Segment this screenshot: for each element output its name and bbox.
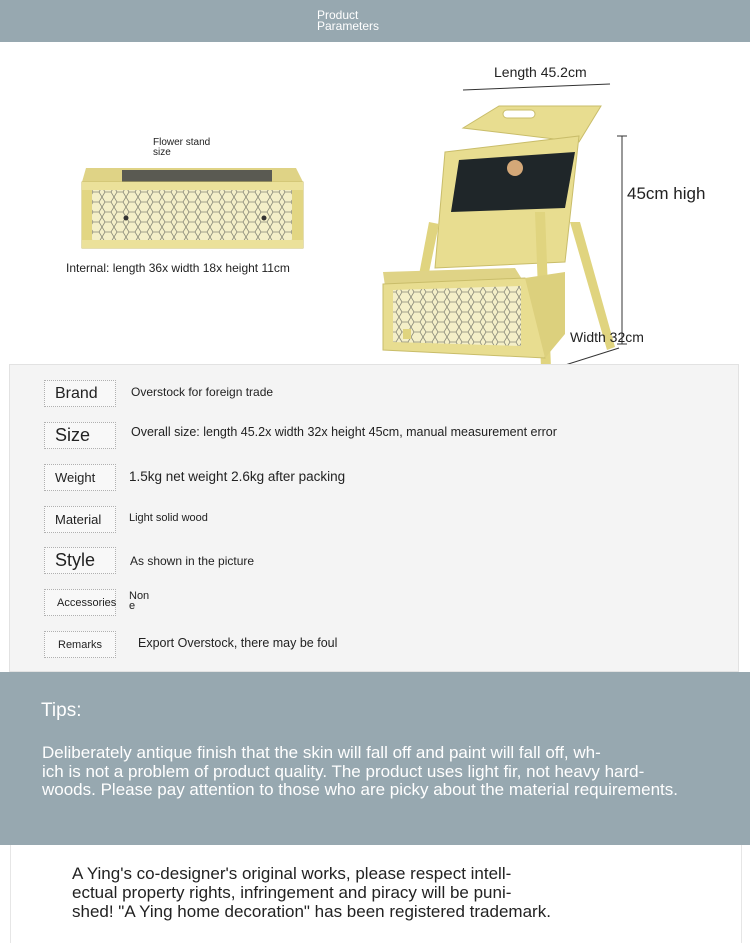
param-label-brand: Brand xyxy=(44,380,116,407)
param-label-weight: Weight xyxy=(44,464,116,491)
page-title: Product Parameters xyxy=(317,8,380,33)
param-label-size: Size xyxy=(44,422,116,449)
copyright-text xyxy=(72,864,692,921)
param-label-material: Material xyxy=(44,506,116,533)
parameters-table xyxy=(9,364,739,672)
param-value-remarks: Export Overstock, there may be foul xyxy=(138,636,338,650)
width-label: Width 32cm xyxy=(570,329,644,345)
length-label: Length 45.2cm xyxy=(494,64,587,80)
param-label-style: Style xyxy=(44,547,116,574)
crate-image xyxy=(78,162,306,254)
param-value-brand: Overstock for foreign trade xyxy=(131,385,274,399)
tips-text xyxy=(42,743,722,799)
box-size-caption: Flower stand size xyxy=(153,137,211,158)
page-header xyxy=(0,0,750,42)
param-value-size: Overall size: length 45.2x width 32x height 45cm, manual measurement error xyxy=(131,425,557,439)
tips-line: woods. Please pay attention to those who are picky about the material requirements. xyxy=(42,780,678,799)
param-value-style: As shown in the picture xyxy=(130,554,255,568)
copyright-line: ectual property rights, infringement and piracy will be puni- xyxy=(72,883,512,902)
param-label-accessories: Accessories xyxy=(44,589,116,616)
tips-title: Tips: xyxy=(41,700,82,721)
param-value-accessories: None xyxy=(129,590,150,612)
param-value-weight: 1.5kg net weight 2.6kg after packing xyxy=(129,469,346,484)
param-label-remarks: Remarks xyxy=(44,631,116,658)
copyright-line: shed! "A Ying home decoration" has been registered trademark. xyxy=(72,902,551,921)
copyright-notice xyxy=(10,845,742,943)
tips-line: ich is not a problem of product quality. The product uses light fir, not heavy hard- xyxy=(42,762,645,781)
internal-size-text: Internal: length 36x width 18x height 11cm xyxy=(66,261,290,275)
param-value-material: Light solid wood xyxy=(129,512,208,524)
tips-line: Deliberately antique finish that the skin will fall off and paint will fall off, wh- xyxy=(42,743,601,762)
copyright-line: A Ying's co-designer's original works, please respect intell- xyxy=(72,864,512,883)
product-photos xyxy=(0,42,750,364)
flower-stand-image xyxy=(375,72,635,368)
tips-section xyxy=(0,672,750,845)
height-label: 45cm high xyxy=(627,184,706,203)
